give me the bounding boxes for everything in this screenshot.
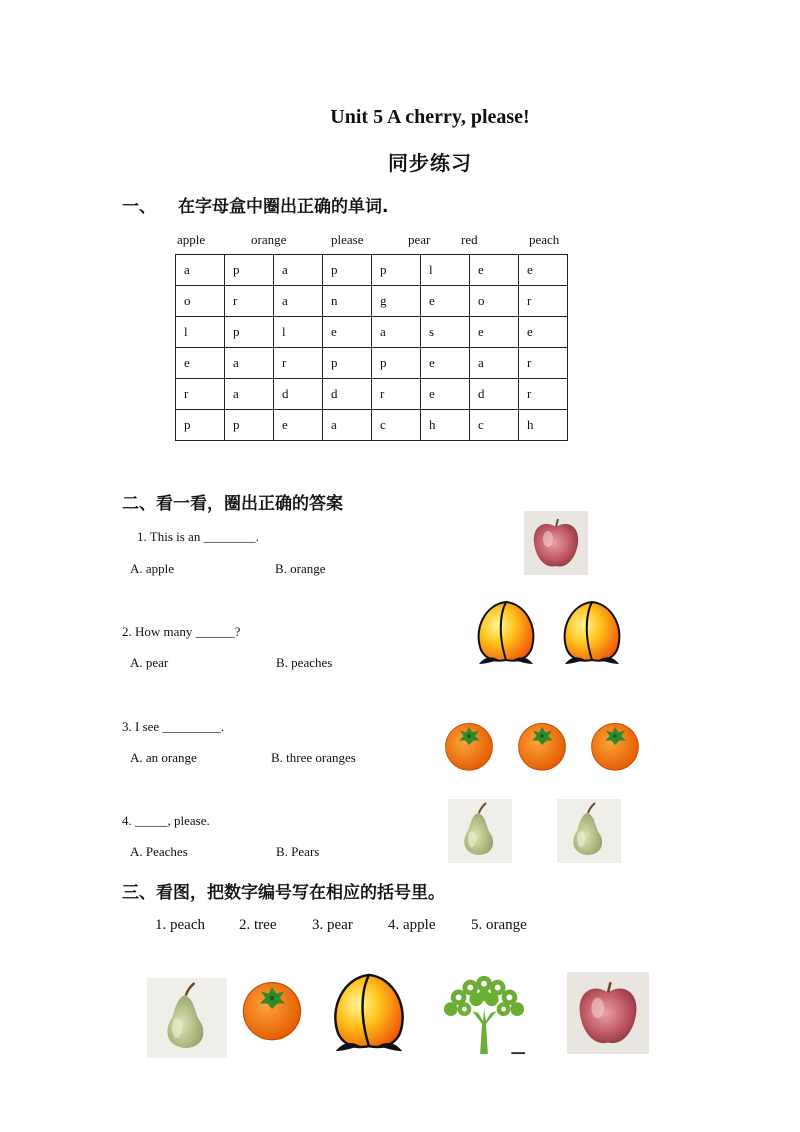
orange-icon <box>239 974 305 1044</box>
grid-cell[interactable]: r <box>372 379 421 410</box>
q4-option-b[interactable]: B. Pears <box>276 844 320 859</box>
orange-icon <box>442 716 496 774</box>
grid-cell[interactable]: s <box>421 317 470 348</box>
pear-icon <box>557 799 621 863</box>
word-item: peach <box>529 232 560 247</box>
grid-cell[interactable]: a <box>372 317 421 348</box>
grid-cell[interactable]: a <box>323 410 372 441</box>
grid-cell[interactable]: o <box>470 286 519 317</box>
grid-cell[interactable]: r <box>519 379 568 410</box>
grid-cell[interactable]: a <box>274 255 323 286</box>
grid-cell[interactable]: e <box>470 255 519 286</box>
grid-cell[interactable]: p <box>372 255 421 286</box>
option-item: 3. pear <box>312 917 353 933</box>
grid-row <box>176 255 568 286</box>
letter-grid <box>175 254 568 441</box>
section3-heading: 三、看图，把数字编号写在相应的括号里。 <box>122 883 445 903</box>
pear-icon <box>448 799 512 863</box>
grid-cell[interactable]: e <box>519 317 568 348</box>
grid-cell[interactable]: r <box>519 286 568 317</box>
question-1: 1. This is an ________. <box>137 529 259 544</box>
grid-cell[interactable]: r <box>176 379 225 410</box>
orange-icon <box>515 716 569 774</box>
grid-cell[interactable]: n <box>323 286 372 317</box>
orange-icon <box>588 716 642 774</box>
grid-cell[interactable]: e <box>421 379 470 410</box>
grid-cell[interactable]: r <box>225 286 274 317</box>
question-4: 4. _____, please. <box>122 813 210 828</box>
tree-icon <box>434 970 534 1058</box>
word-item: please <box>331 232 364 247</box>
pear-icon <box>146 978 228 1058</box>
word-item: red <box>461 232 478 247</box>
grid-row <box>176 317 568 348</box>
section1-number: 一、 <box>122 197 156 217</box>
peach-icon <box>556 598 628 668</box>
grid-cell[interactable]: r <box>274 348 323 379</box>
grid-cell[interactable]: d <box>323 379 372 410</box>
option-item: 2. tree <box>239 917 277 933</box>
word-item: apple <box>177 232 206 247</box>
grid-cell[interactable]: p <box>225 410 274 441</box>
grid-cell[interactable]: p <box>323 255 372 286</box>
q3-option-b[interactable]: B. three oranges <box>271 750 356 765</box>
option-item: 5. orange <box>471 917 527 933</box>
peach-icon <box>470 598 542 668</box>
grid-row <box>176 379 568 410</box>
grid-cell[interactable]: p <box>176 410 225 441</box>
grid-cell[interactable]: e <box>323 317 372 348</box>
q2-option-b[interactable]: B. peaches <box>276 655 333 670</box>
q1-option-a[interactable]: A. apple <box>130 561 175 576</box>
grid-cell[interactable]: o <box>176 286 225 317</box>
peach-icon <box>325 970 413 1056</box>
section2-heading: 二、看一看，圈出正确的答案 <box>122 494 343 514</box>
grid-cell[interactable]: l <box>421 255 470 286</box>
grid-cell[interactable]: a <box>225 348 274 379</box>
grid-cell[interactable]: c <box>470 410 519 441</box>
grid-cell[interactable]: a <box>274 286 323 317</box>
option-item: 1. peach <box>155 917 205 933</box>
grid-row <box>176 286 568 317</box>
grid-cell[interactable]: l <box>274 317 323 348</box>
question-3: 3. I see _________. <box>122 719 225 734</box>
q2-option-a[interactable]: A. pear <box>130 655 169 670</box>
grid-cell[interactable]: e <box>274 410 323 441</box>
q1-option-b[interactable]: B. orange <box>275 561 326 576</box>
grid-cell[interactable]: p <box>225 317 274 348</box>
word-list <box>0 232 800 252</box>
grid-cell[interactable]: a <box>176 255 225 286</box>
grid-row <box>176 410 568 441</box>
grid-cell[interactable]: c <box>372 410 421 441</box>
grid-cell[interactable]: p <box>225 255 274 286</box>
q3-option-a[interactable]: A. an orange <box>130 750 197 765</box>
grid-cell[interactable]: a <box>470 348 519 379</box>
grid-cell[interactable]: e <box>421 348 470 379</box>
page-title: Unit 5 A cherry, please! <box>330 106 530 128</box>
grid-cell[interactable]: e <box>421 286 470 317</box>
grid-cell[interactable]: l <box>176 317 225 348</box>
grid-cell[interactable]: h <box>519 410 568 441</box>
question-2: 2. How many ______? <box>122 624 241 639</box>
q4-option-a[interactable]: A. Peaches <box>130 844 188 859</box>
grid-cell[interactable]: p <box>372 348 421 379</box>
grid-cell[interactable]: h <box>421 410 470 441</box>
apple-icon <box>524 510 588 576</box>
grid-cell[interactable]: r <box>519 348 568 379</box>
grid-cell[interactable]: e <box>470 317 519 348</box>
apple-icon <box>567 971 649 1055</box>
page-subtitle: 同步练习 <box>388 151 472 175</box>
grid-cell[interactable]: e <box>176 348 225 379</box>
grid-cell[interactable]: d <box>274 379 323 410</box>
option-item: 4. apple <box>388 917 436 933</box>
word-item: pear <box>408 232 431 247</box>
grid-row <box>176 348 568 379</box>
grid-cell[interactable]: d <box>470 379 519 410</box>
word-item: orange <box>251 232 287 247</box>
section1-instruction: 在字母盒中圈出正确的单词. <box>178 197 389 217</box>
grid-cell[interactable]: a <box>225 379 274 410</box>
grid-cell[interactable]: g <box>372 286 421 317</box>
grid-cell[interactable]: p <box>323 348 372 379</box>
grid-cell[interactable]: e <box>519 255 568 286</box>
